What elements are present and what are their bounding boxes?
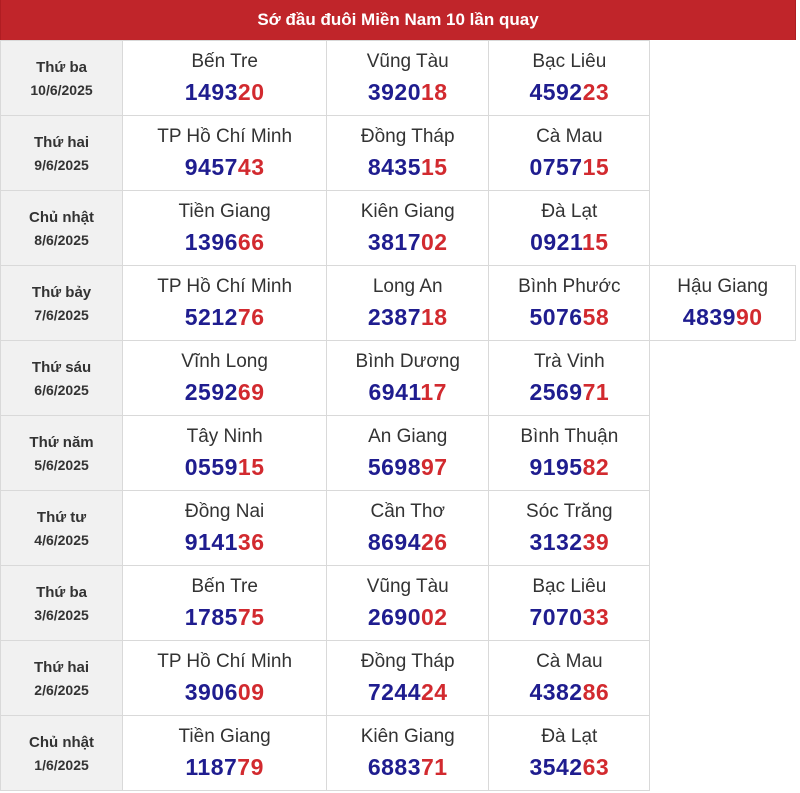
tail-digits: 71 (421, 753, 448, 780)
result-cell (123, 341, 327, 416)
tail-digits: 66 (237, 228, 265, 255)
tail-digits: 15 (237, 453, 265, 480)
result-number (327, 379, 488, 406)
head-digits: 8694 (367, 528, 422, 555)
province-name: Kiên Giang (360, 200, 455, 222)
result-number (489, 454, 649, 481)
head-digits: 0757 (529, 153, 583, 180)
tail-digits: 09 (237, 678, 265, 705)
result-cell (327, 116, 489, 191)
day-name: Thứ tư (36, 508, 87, 526)
head-digits: 3920 (367, 78, 422, 105)
result-cell (123, 491, 327, 566)
tail-digits: 20 (237, 78, 265, 105)
day-cell (1, 116, 123, 191)
result-cell (489, 116, 650, 191)
result-number (327, 454, 488, 481)
province-name: Đà Lạt (541, 725, 598, 747)
tail-digits: 18 (421, 303, 448, 330)
day-date: 5/6/2025 (34, 456, 89, 473)
day-date: 8/6/2025 (34, 231, 89, 248)
table-row (1, 41, 796, 116)
table-row (1, 116, 796, 191)
province-name: TP Hồ Chí Minh (157, 275, 293, 297)
result-number (650, 304, 795, 331)
province-name: Bình Thuận (520, 425, 619, 447)
table-row (1, 341, 796, 416)
head-digits: 7070 (529, 603, 583, 630)
head-digits: 4839 (682, 303, 736, 330)
tail-digits: 76 (237, 303, 265, 330)
tail-digits: 71 (582, 378, 610, 405)
head-digits: 2387 (367, 303, 422, 330)
head-digits: 4382 (529, 678, 583, 705)
table-row (1, 416, 796, 491)
day-name: Thứ bảy (31, 283, 92, 301)
day-name: Thứ hai (34, 133, 90, 151)
result-number (123, 229, 326, 256)
day-date: 1/6/2025 (34, 756, 89, 773)
province-name: Cà Mau (536, 650, 603, 672)
head-digits: 9141 (184, 528, 238, 555)
result-cell (327, 641, 489, 716)
result-number (489, 229, 649, 256)
day-date: 3/6/2025 (34, 606, 89, 623)
province-name: Đồng Tháp (360, 650, 455, 672)
tail-digits: 24 (421, 678, 448, 705)
tail-digits: 15 (582, 153, 610, 180)
table-row (1, 641, 796, 716)
day-date: 9/6/2025 (34, 156, 89, 173)
result-cell (327, 341, 489, 416)
day-name: Thứ ba (36, 583, 87, 601)
day-date: 6/6/2025 (34, 381, 89, 398)
result-number (489, 754, 649, 781)
day-name: Thứ hai (34, 658, 90, 676)
day-date: 2/6/2025 (34, 681, 89, 698)
result-cell (123, 41, 327, 116)
tail-digits: 58 (582, 303, 610, 330)
empty-cell (650, 116, 796, 191)
day-cell (1, 266, 123, 341)
result-cell (327, 416, 489, 491)
result-number (123, 604, 326, 631)
province-name: TP Hồ Chí Minh (157, 125, 293, 147)
province-name: Tiền Giang (178, 200, 271, 222)
head-digits: 5698 (367, 453, 422, 480)
day-date: 4/6/2025 (34, 531, 89, 548)
result-cell (489, 491, 650, 566)
empty-cell (650, 566, 796, 641)
result-cell (123, 116, 327, 191)
result-cell (489, 341, 650, 416)
tail-digits: 82 (582, 453, 610, 480)
day-cell (1, 491, 123, 566)
head-digits: 2690 (367, 603, 422, 630)
day-cell (1, 191, 123, 266)
empty-cell (650, 191, 796, 266)
result-number (327, 604, 488, 631)
result-number (123, 304, 326, 331)
head-digits: 1187 (185, 753, 238, 780)
province-name: Long An (372, 275, 443, 297)
result-number (489, 379, 649, 406)
result-cell (123, 641, 327, 716)
result-cell (327, 191, 489, 266)
tail-digits: 02 (421, 603, 448, 630)
tail-digits: 33 (582, 603, 610, 630)
tail-digits: 43 (237, 153, 265, 180)
table-row (1, 191, 796, 266)
result-number (123, 529, 326, 556)
province-name: Kiên Giang (360, 725, 455, 747)
table-row (1, 266, 796, 341)
province-name: Cà Mau (536, 125, 603, 147)
head-digits: 3817 (367, 228, 422, 255)
results-table (0, 40, 796, 791)
province-name: Tây Ninh (186, 425, 263, 447)
result-number (123, 379, 326, 406)
tail-digits: 69 (237, 378, 265, 405)
result-number (489, 529, 649, 556)
result-number (327, 79, 488, 106)
result-number (123, 679, 326, 706)
result-cell (489, 191, 650, 266)
day-cell (1, 716, 123, 791)
tail-digits: 90 (735, 303, 763, 330)
empty-cell (650, 716, 796, 791)
head-digits: 0559 (184, 453, 238, 480)
head-digits: 4592 (529, 78, 583, 105)
page-title: Sớ đầu đuôi Miền Nam 10 lần quay (0, 0, 796, 40)
result-cell (123, 566, 327, 641)
result-number (489, 79, 649, 106)
day-cell (1, 341, 123, 416)
province-name: Bạc Liêu (532, 575, 607, 597)
day-name: Thứ năm (29, 433, 94, 451)
province-name: Trà Vinh (533, 350, 605, 372)
day-date: 7/6/2025 (34, 306, 89, 323)
province-name: Sóc Trăng (526, 500, 613, 522)
empty-cell (650, 491, 796, 566)
result-number (327, 229, 488, 256)
province-name: Đồng Nai (185, 500, 265, 522)
day-date: 10/6/2025 (30, 81, 93, 98)
tail-digits: 79 (237, 753, 264, 780)
head-digits: 2569 (529, 378, 583, 405)
result-number (327, 529, 488, 556)
tail-digits: 63 (582, 753, 610, 780)
result-cell (489, 41, 650, 116)
province-name: Vũng Tàu (366, 575, 449, 597)
result-cell (489, 266, 650, 341)
tail-digits: 75 (237, 603, 265, 630)
province-name: Bình Phước (518, 275, 621, 297)
province-name: Bình Dương (355, 350, 460, 372)
tail-digits: 17 (420, 378, 447, 405)
head-digits: 9195 (529, 453, 583, 480)
province-name: Hậu Giang (677, 275, 769, 297)
result-cell (123, 191, 327, 266)
tail-digits: 97 (421, 453, 448, 480)
province-name: Bạc Liêu (532, 50, 607, 72)
result-cell (489, 416, 650, 491)
result-cell (327, 266, 489, 341)
head-digits: 0921 (530, 228, 582, 255)
head-digits: 9457 (184, 153, 238, 180)
table-row (1, 491, 796, 566)
tail-digits: 39 (582, 528, 610, 555)
result-cell (489, 716, 650, 791)
result-cell (489, 641, 650, 716)
tail-digits: 02 (421, 228, 448, 255)
head-digits: 6941 (368, 378, 421, 405)
tail-digits: 23 (582, 78, 610, 105)
province-name: An Giang (368, 425, 448, 447)
tail-digits: 36 (237, 528, 265, 555)
head-digits: 1785 (184, 603, 238, 630)
table-row (1, 716, 796, 791)
result-number (489, 679, 649, 706)
result-number (327, 154, 488, 181)
empty-cell (650, 641, 796, 716)
result-number (489, 604, 649, 631)
head-digits: 8435 (367, 153, 422, 180)
day-cell (1, 416, 123, 491)
result-number (327, 679, 488, 706)
tail-digits: 15 (581, 228, 609, 255)
result-number (489, 304, 649, 331)
empty-cell (650, 416, 796, 491)
head-digits: 3132 (529, 528, 583, 555)
province-name: Đà Lạt (541, 200, 598, 222)
head-digits: 6883 (367, 753, 422, 780)
head-digits: 2592 (184, 378, 238, 405)
result-cell (327, 491, 489, 566)
head-digits: 1493 (184, 78, 238, 105)
result-number (123, 79, 326, 106)
day-cell (1, 566, 123, 641)
empty-cell (650, 41, 796, 116)
table-row (1, 566, 796, 641)
head-digits: 7244 (367, 678, 422, 705)
province-name: Vũng Tàu (366, 50, 449, 72)
day-cell (1, 41, 123, 116)
day-name: Thứ sáu (31, 358, 92, 376)
tail-digits: 26 (421, 528, 448, 555)
province-name: Vĩnh Long (181, 350, 268, 372)
result-number (489, 154, 649, 181)
result-cell (489, 566, 650, 641)
result-cell (123, 416, 327, 491)
province-name: TP Hồ Chí Minh (157, 650, 293, 672)
tail-digits: 86 (582, 678, 610, 705)
head-digits: 3906 (184, 678, 238, 705)
empty-cell (650, 341, 796, 416)
tail-digits: 15 (421, 153, 448, 180)
result-number (123, 154, 326, 181)
result-cell (650, 266, 796, 341)
tail-digits: 18 (421, 78, 448, 105)
result-number (123, 454, 326, 481)
result-cell (327, 566, 489, 641)
province-name: Bến Tre (191, 50, 258, 72)
province-name: Tiền Giang (178, 725, 271, 747)
result-cell (123, 266, 327, 341)
province-name: Bến Tre (191, 575, 258, 597)
province-name: Đồng Tháp (360, 125, 455, 147)
head-digits: 1396 (184, 228, 238, 255)
day-name: Thứ ba (36, 58, 87, 76)
head-digits: 5076 (529, 303, 583, 330)
day-name: Chủ nhật (29, 733, 95, 751)
result-number (327, 754, 488, 781)
day-name: Chủ nhật (29, 208, 95, 226)
result-number (327, 304, 488, 331)
result-cell (327, 716, 489, 791)
result-cell (327, 41, 489, 116)
result-number (123, 754, 326, 781)
result-cell (123, 716, 327, 791)
head-digits: 3542 (529, 753, 583, 780)
province-name: Cần Thơ (370, 500, 445, 522)
day-cell (1, 641, 123, 716)
head-digits: 5212 (184, 303, 238, 330)
